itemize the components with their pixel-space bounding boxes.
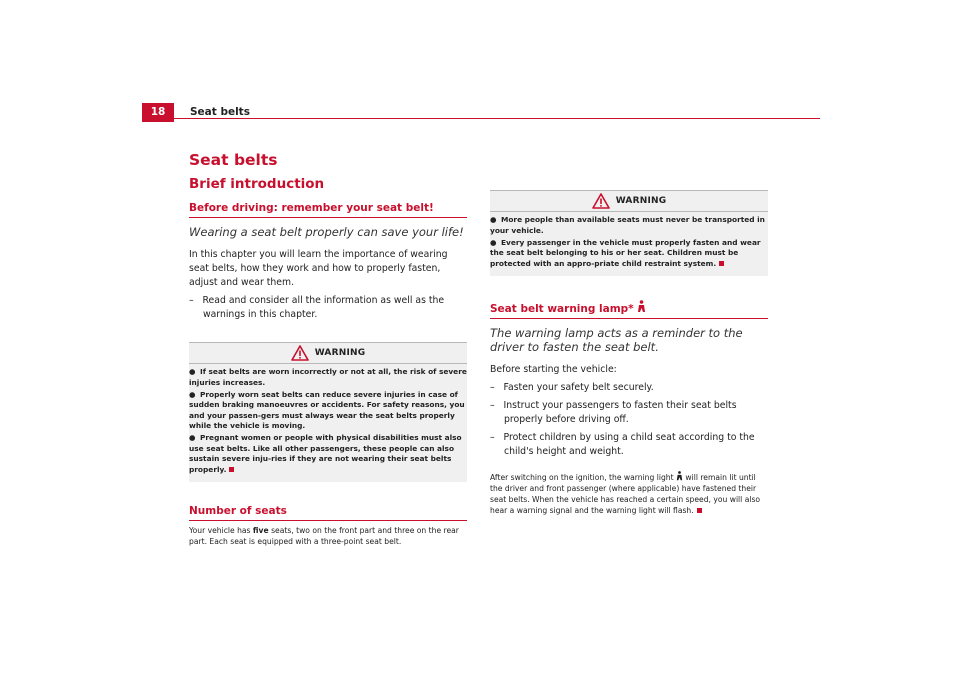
end-of-section-icon xyxy=(697,508,702,513)
section-heading-number-of-seats: Number of seats xyxy=(189,504,467,521)
left-column xyxy=(189,150,467,547)
intro-paragraph: In this chapter you will learn the importance of wearing seat belts, how they work and how to properly fasten, adjust and wear them. xyxy=(189,249,448,288)
page-number: 18 xyxy=(142,103,174,122)
warning-item: ● Properly worn seat belts can reduce severe injuries in case of sudden braking manoeuvres or accidents. For safety reasons, you and your passen-gers must always wear the seat belts properly while the vehicle is moving. xyxy=(189,389,465,430)
warning-item: ● More people than available seats must never be transported in your vehicle. xyxy=(490,215,765,235)
end-of-section-icon xyxy=(719,261,724,266)
warning-body xyxy=(490,212,768,276)
warning-triangle-icon xyxy=(592,193,610,209)
instruction-item: – Fasten your safety belt securely. xyxy=(490,381,654,393)
section-heading-before-driving: Before driving: remember your seat belt! xyxy=(189,201,467,218)
warning-item: ● Every passenger in the vehicle must properly fasten and wear the seat belt belonging to his or her seat. Children must be protected with an appro-priate child restraint system. xyxy=(490,237,761,268)
header-rule xyxy=(174,118,820,119)
end-of-section-icon xyxy=(229,467,234,472)
section-heading-warning-lamp: Seat belt warning lamp* xyxy=(490,300,768,319)
warning-triangle-icon xyxy=(291,345,309,361)
chapter-title: Seat belts xyxy=(189,151,278,169)
seatbelt-person-icon xyxy=(676,471,683,481)
warning-header xyxy=(189,343,467,364)
section-lead: The warning lamp acts as a reminder to the driver to fasten the seat belt. xyxy=(490,325,743,354)
warning-item: ● Pregnant women or people with physical disabilities must also use seat belts. Like all other passengers, these people can also sustain severe inju-ries if they are not wearing their seat belts properly. xyxy=(189,433,462,474)
instruction-item: – Read and consider all the information as well as the warnings in this chapter. xyxy=(189,295,445,320)
warning-light-note: After switching on the ignition, the warning light will remain lit until the driver and front passenger (where applicable) have fastened their seat belts. When the vehicle has reached a certain speed, you will also hear a warning signal and the warning light will flash. xyxy=(490,472,761,515)
running-title: Seat belts xyxy=(190,106,250,118)
warning-box-right xyxy=(490,190,768,276)
warning-item: ● If seat belts are worn incorrectly or not at all, the risk of severe injuries increases. xyxy=(189,367,467,387)
warning-header xyxy=(490,191,768,212)
warning-title: WARNING xyxy=(615,196,667,206)
right-column xyxy=(490,190,768,516)
instruction-item: – Protect children by using a child seat according to the child's height and weight. xyxy=(490,431,755,457)
instruction-item: – Instruct your passengers to fasten their seat belts properly before driving off. xyxy=(490,399,737,425)
warning-box-left xyxy=(189,342,467,482)
chapter-subtitle: Brief introduction xyxy=(189,176,325,192)
warning-title: WARNING xyxy=(314,348,366,358)
warning-body xyxy=(189,364,467,482)
seats-paragraph: Your vehicle has five seats, two on the front part and three on the rear part. Each seat is equipped with a three-point seat belt. xyxy=(189,525,459,546)
before-starting-text: Before starting the vehicle: xyxy=(490,363,617,375)
section-lead: Wearing a seat belt properly can save your life! xyxy=(189,225,464,239)
seatbelt-person-icon xyxy=(637,300,646,313)
